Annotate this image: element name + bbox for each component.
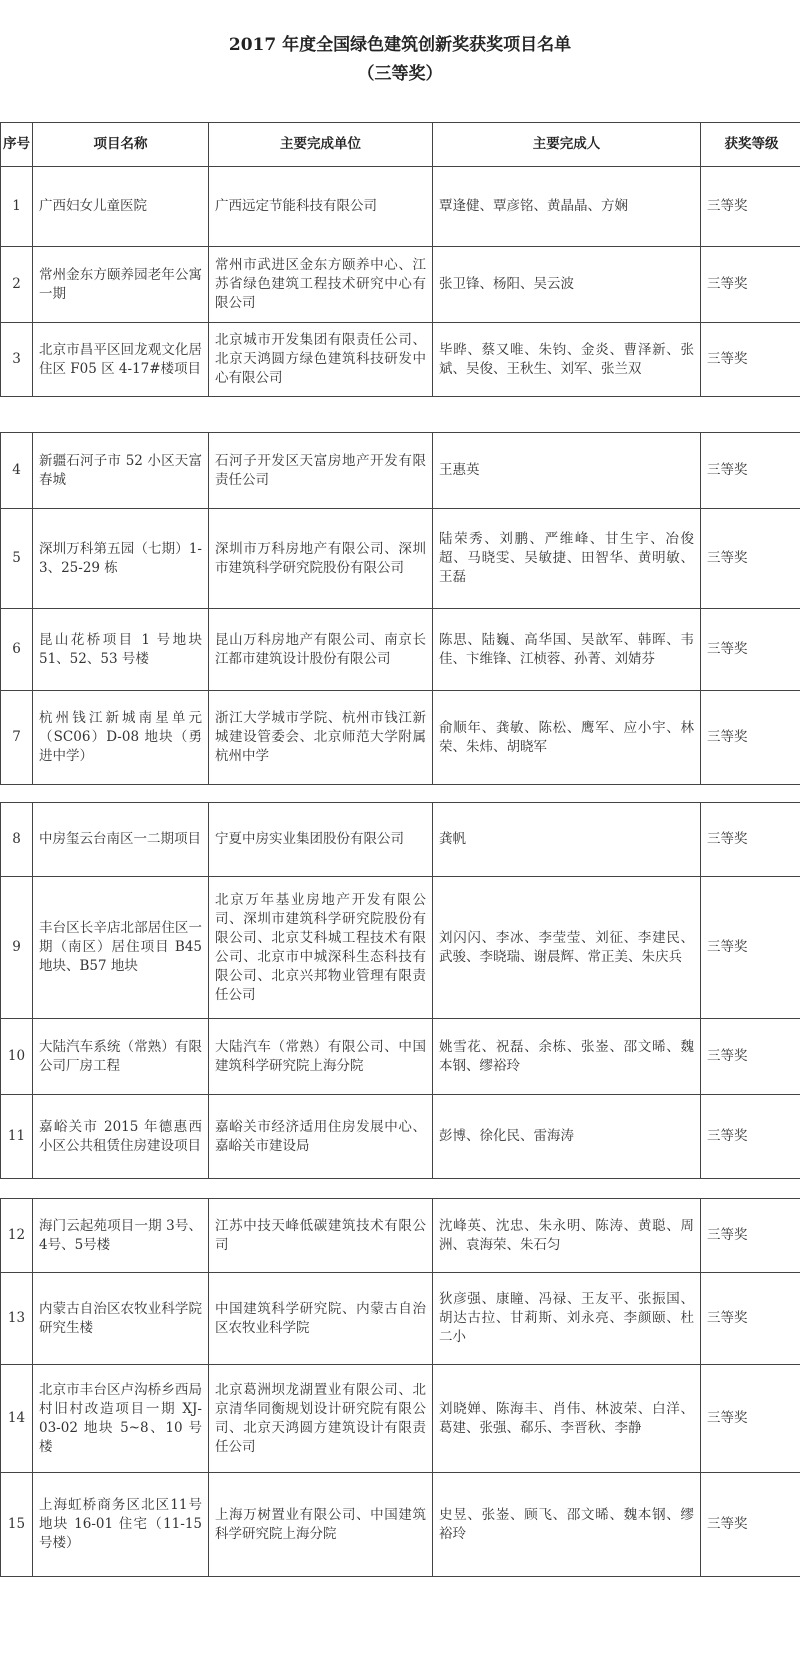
table-row (1, 167, 800, 247)
row-project-name: 海门云起苑项目一期 3号、4号、5号楼 (33, 1199, 209, 1273)
row-no: 3 (1, 323, 33, 397)
table-row (1, 609, 800, 691)
row-project-name: 北京市昌平区回龙观文化居住区 F05 区 4-17#楼项目 (33, 323, 209, 397)
row-grade: 三等奖 (701, 247, 800, 323)
row-project-name: 昆山花桥项目 1 号地块 51、52、53 号楼 (33, 609, 209, 691)
row-project-name: 常州金东方颐养园老年公寓一期 (33, 247, 209, 323)
row-project-name: 新疆石河子市 52 小区天富春城 (33, 433, 209, 509)
row-people: 张卫锋、杨阳、吴云波 (433, 247, 701, 323)
header-grade: 获奖等级 (701, 123, 800, 167)
row-people: 覃逢健、覃彦铭、黄晶晶、方娴 (433, 167, 701, 247)
page-title: 2017 年度全国绿色建筑创新奖获奖项目名单 (228, 35, 572, 55)
row-grade: 三等奖 (701, 1019, 800, 1095)
row-people: 姚雪花、祝磊、余栋、张崟、邵文晞、魏本钢、缪裕玲 (433, 1019, 701, 1095)
table-section (0, 432, 800, 785)
header-people: 主要完成人 (433, 123, 701, 167)
row-unit: 石河子开发区天富房地产开发有限责任公司 (209, 433, 433, 509)
award-table (0, 122, 800, 397)
header-unit: 主要完成单位 (209, 123, 433, 167)
row-grade: 三等奖 (701, 1273, 800, 1365)
table-row (1, 1365, 800, 1473)
row-people: 龚帆 (433, 803, 701, 877)
row-unit: 常州市武进区金东方颐养中心、江苏省绿色建筑工程技术研究中心有限公司 (209, 247, 433, 323)
row-unit: 江苏中技天峰低碳建筑技术有限公司 (209, 1199, 433, 1273)
row-people: 狄彦强、康瞳、冯禄、王友平、张振国、胡达古拉、甘莉斯、刘永亮、李颜颐、杜二小 (433, 1273, 701, 1365)
row-grade: 三等奖 (701, 433, 800, 509)
row-unit: 北京葛洲坝龙湖置业有限公司、北京清华同衡规划设计研究院有限公司、北京天鸿圆方建筑设计有限责任公司 (209, 1365, 433, 1473)
row-grade: 三等奖 (701, 803, 800, 877)
row-no: 12 (1, 1199, 33, 1273)
row-no: 8 (1, 803, 33, 877)
row-unit: 北京城市开发集团有限责任公司、北京天鸿圆方绿色建筑科技研发中心有限公司 (209, 323, 433, 397)
row-no: 7 (1, 691, 33, 785)
row-people: 沈峰英、沈忠、朱永明、陈涛、黄聪、周洲、袁海荣、朱石匀 (433, 1199, 701, 1273)
row-people: 陈思、陆巍、高华国、吴歆军、韩晖、韦佳、卞维锋、江桢蓉、孙菁、刘婧芬 (433, 609, 701, 691)
row-grade: 三等奖 (701, 509, 800, 609)
table-row (1, 1095, 800, 1179)
table-row (1, 803, 800, 877)
row-project-name: 上海虹桥商务区北区11号地块 16-01 住宅（11-15 号楼） (33, 1473, 209, 1577)
row-unit: 嘉峪关市经济适用住房发展中心、嘉峪关市建设局 (209, 1095, 433, 1179)
row-no: 4 (1, 433, 33, 509)
table-row (1, 1273, 800, 1365)
row-unit: 宁夏中房实业集团股份有限公司 (209, 803, 433, 877)
table-row (1, 509, 800, 609)
row-project-name: 北京市丰台区卢沟桥乡西局村旧村改造项目一期 XJ-03-02 地块 5~8、10 号楼 (33, 1365, 209, 1473)
page-subtitle: （三等奖） (357, 64, 443, 84)
row-grade: 三等奖 (701, 1199, 800, 1273)
row-project-name: 大陆汽车系统（常熟）有限公司厂房工程 (33, 1019, 209, 1095)
row-unit: 深圳市万科房地产有限公司、深圳市建筑科学研究院股份有限公司 (209, 509, 433, 609)
row-no: 5 (1, 509, 33, 609)
row-people: 俞顺年、龚敏、陈松、鹰军、应小宇、林荣、朱炜、胡晓军 (433, 691, 701, 785)
table-section (0, 1198, 800, 1577)
table-row (1, 1199, 800, 1273)
row-project-name: 深圳万科第五园（七期）1-3、25-29 栋 (33, 509, 209, 609)
row-unit: 中国建筑科学研究院、内蒙古自治区农牧业科学院 (209, 1273, 433, 1365)
table-header-row (1, 123, 800, 167)
row-unit: 大陆汽车（常熟）有限公司、中国建筑科学研究院上海分院 (209, 1019, 433, 1095)
row-unit: 北京万年基业房地产开发有限公司、深圳市建筑科学研究院股份有限公司、北京艾科城工程技术有限公司、北京市中城深科生态科技有限公司、北京兴邦物业管理有限责任公司 (209, 877, 433, 1019)
award-table (0, 1198, 800, 1577)
table-row (1, 323, 800, 397)
row-people: 王惠英 (433, 433, 701, 509)
row-no: 13 (1, 1273, 33, 1365)
row-people: 刘晓婵、陈海丰、肖伟、林波荣、白洋、葛建、张强、郗乐、李晋秋、李静 (433, 1365, 701, 1473)
row-grade: 三等奖 (701, 167, 800, 247)
table-row (1, 691, 800, 785)
row-project-name: 内蒙古自治区农牧业科学院研究生楼 (33, 1273, 209, 1365)
row-project-name: 中房玺云台南区一二期项目 (33, 803, 209, 877)
table-row (1, 1473, 800, 1577)
row-no: 9 (1, 877, 33, 1019)
row-people: 毕晔、蔡又唯、朱钧、金炎、曹泽新、张斌、吴俊、王秋生、刘军、张兰双 (433, 323, 701, 397)
row-project-name: 丰台区长辛店北部居住区一期（南区）居住项目 B45 地块、B57 地块 (33, 877, 209, 1019)
row-unit: 上海万树置业有限公司、中国建筑科学研究院上海分院 (209, 1473, 433, 1577)
row-unit: 广西远定节能科技有限公司 (209, 167, 433, 247)
row-no: 10 (1, 1019, 33, 1095)
row-grade: 三等奖 (701, 691, 800, 785)
row-people: 陆荣秀、刘鹏、严维峰、甘生宇、冶俊超、马晓雯、吴敏捷、田智华、黄明敏、王磊 (433, 509, 701, 609)
row-unit: 浙江大学城市学院、杭州市钱江新城建设管委会、北京师范大学附属杭州中学 (209, 691, 433, 785)
table-section (0, 802, 800, 1179)
row-no: 11 (1, 1095, 33, 1179)
row-people: 刘闪闪、李冰、李莹莹、刘征、李建民、武骏、李晓瑞、谢晨辉、常正美、朱庆兵 (433, 877, 701, 1019)
row-no: 15 (1, 1473, 33, 1577)
row-project-name: 杭州钱江新城南星单元（SC06）D-08 地块（勇进中学） (33, 691, 209, 785)
row-no: 1 (1, 167, 33, 247)
row-project-name: 嘉峪关市 2015 年德惠西小区公共租赁住房建设项目 (33, 1095, 209, 1179)
table-section (0, 122, 800, 397)
row-people: 彭博、徐化民、雷海涛 (433, 1095, 701, 1179)
row-project-name: 广西妇女儿童医院 (33, 167, 209, 247)
row-grade: 三等奖 (701, 1365, 800, 1473)
header-name: 项目名称 (33, 123, 209, 167)
row-grade: 三等奖 (701, 1095, 800, 1179)
row-grade: 三等奖 (701, 609, 800, 691)
row-grade: 三等奖 (701, 1473, 800, 1577)
table-row (1, 877, 800, 1019)
row-no: 2 (1, 247, 33, 323)
award-table (0, 802, 800, 1179)
row-no: 6 (1, 609, 33, 691)
row-people: 史昱、张崟、顾飞、邵文晞、魏本钢、缪裕玲 (433, 1473, 701, 1577)
award-table (0, 432, 800, 785)
row-grade: 三等奖 (701, 877, 800, 1019)
table-row (1, 247, 800, 323)
header-no: 序号 (1, 123, 33, 167)
table-row (1, 1019, 800, 1095)
row-no: 14 (1, 1365, 33, 1473)
table-row (1, 433, 800, 509)
row-unit: 昆山万科房地产有限公司、南京长江都市建筑设计股份有限公司 (209, 609, 433, 691)
row-grade: 三等奖 (701, 323, 800, 397)
